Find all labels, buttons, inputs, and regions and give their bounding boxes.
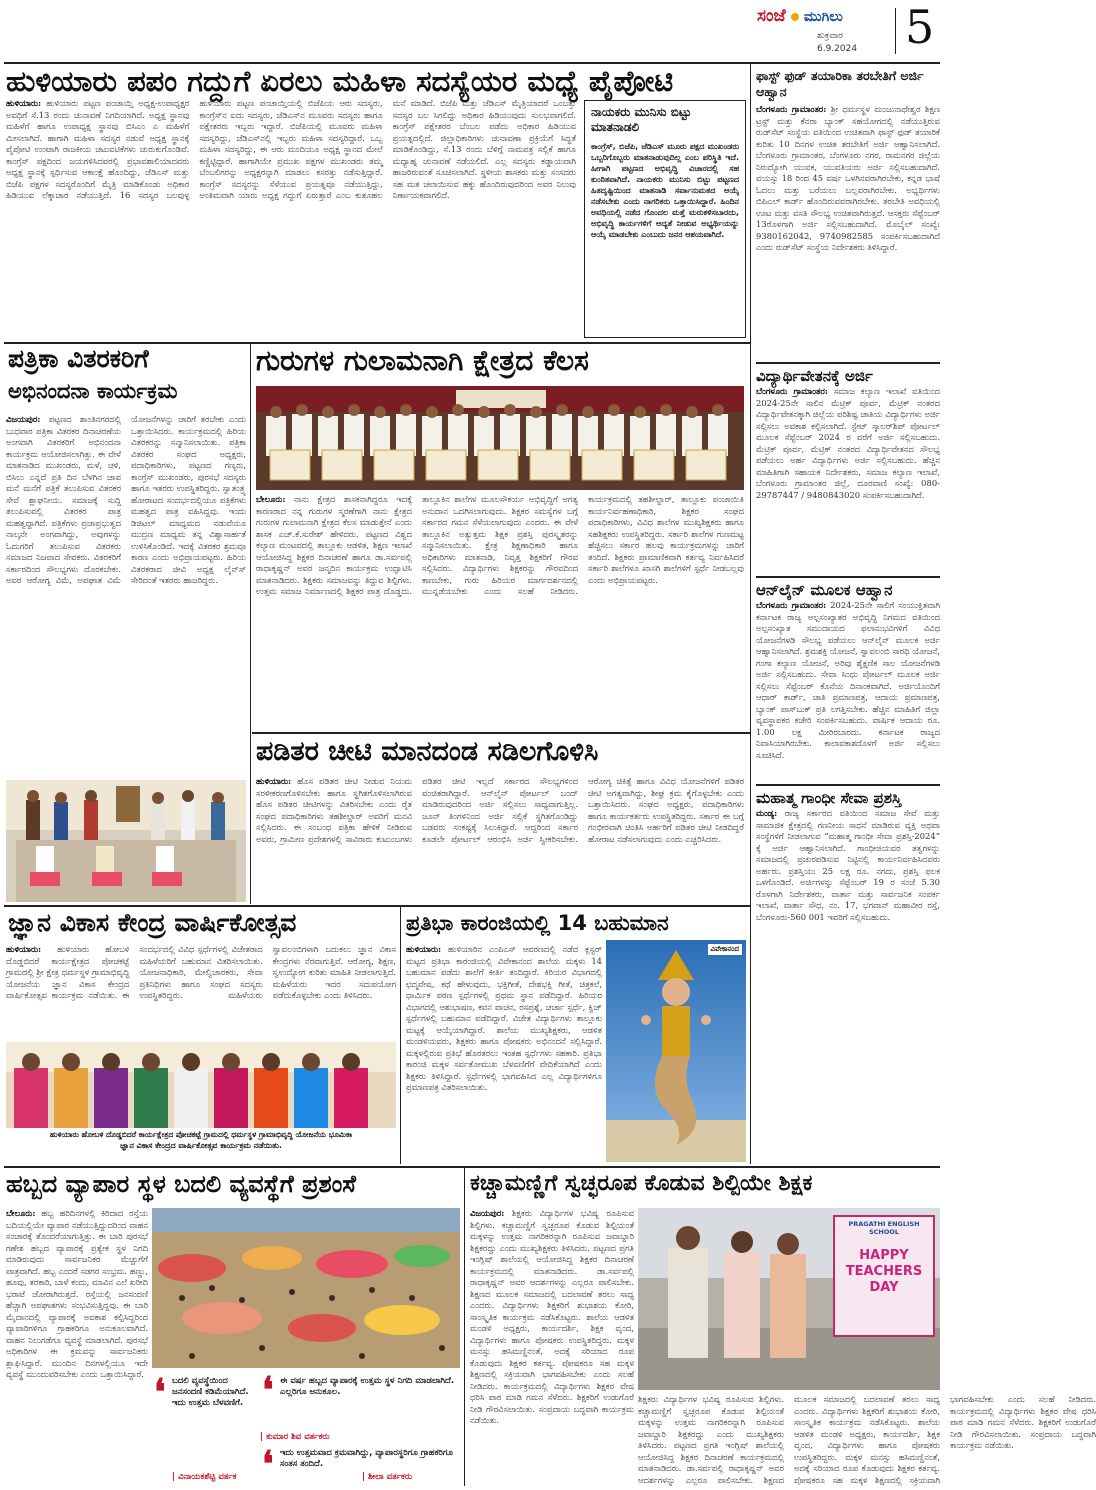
pratibha-text: ಹುಳಿಯಾರಿನ ಎಂಪಿಎಸ್ ಆವರಣದಲ್ಲಿ ನಡೆದ ಕ್ಲಸ್ಟರ್ ಮಟ್ಟದ ಪ್ರತಿಭಾ ಕಾರಂಜಿಯಲ್ಲಿ ವಿವೇಕಾನಂದ ಶಾಲೆಯ ಮಕ್ಕಳು 14 ಬಹುಮಾನ ಪಡೆದು ಶಾಲೆಗೆ ಕೀರ್ತಿ ತಂದಿದ್ದಾರೆ. ಕಿರಿಯರ ವಿಭಾಗದಲ್ಲಿ ಛದ್ಮವೇಷ, ಕಥೆ ಹೇಳುವುದು, ಭಕ್ತಿಗೀತೆ, ದೇಶಭಕ್ತಿ ಗೀತೆ, ಚಿತ್ರಕಲೆ, ಧಾರ್ಮಿಕ ಪಠಣ ಸ್ಪರ್ಧೆಗಳಲ್ಲಿ ಪ್ರಥಮ ಸ್ಥಾನ ಪಡೆದಿದ್ದಾರೆ. ಹಿರಿಯರ ವಿಭಾಗದಲ್ಲಿ ಆಶುಭಾಷಣ, ಕವನ ವಾಚನ, ರಸಪ್ರಶ್ನೆ, ಚರ್ಚಾ ಸ್ಪರ್ಧೆ, ಕ್ವಿಜ್ ಸ್ಪರ್ಧೆಗಳಲ್ಲಿ ಬಹುಮಾನ ಪಡೆದಿದ್ದಾರೆ. ವಿಜೇತ ವಿದ್ಯಾರ್ಥಿಗಳು ತಾಲ್ಲೂಕು ಮಟ್ಟಕ್ಕೆ ಆಯ್ಕೆಯಾಗಿದ್ದಾರೆ. ಶಾಲೆಯ ಮುಖ್ಯಶಿಕ್ಷಕರು, ಆಡಳಿತ ಮಂಡಳಿಯವರು, ಶಿಕ್ಷಕರು ಹಾಗೂ ಪೋಷಕರು ಅಭಿನಂದನೆ ಸಲ್ಲಿಸಿದ್ದಾರೆ. ಮಕ್ಕಳಲ್ಲಿರುವ ಪ್ರತಿಭೆ ಹೊರತರಲು ಇಂತಹ ಸ್ಪರ್ಧೆಗಳು ಸಹಕಾರಿ. ಪ್ರತಿಭಾ ಕಾರಂಜಿ ಮಕ್ಕಳ ಸರ್ವತೋಮುಖ ಬೆಳವಣಿಗೆಗೆ ವೇದಿಕೆಯಾಗಿದೆ ಎಂದು ಶಿಕ್ಷಕರು ತಿಳಿಸಿದ್ದಾರೆ. ಸ್ಪರ್ಧೆಗಳಲ್ಲಿ ಭಾಗವಹಿಸಿದ ಎಲ್ಲ ವಿದ್ಯಾರ್ಥಿಗಳಿಗೂ ಪ್ರಮಾಣಪತ್ರ ವಿತರಿಸಲಾಯಿತು.: [406, 944, 602, 1092]
rule-v-bottom: [464, 1168, 465, 1486]
rule-v-jnana: [400, 906, 401, 1164]
gandhi-dateline: ಮಂಡ್ಯ:: [756, 808, 778, 818]
distributors-headline: ಪತ್ರಿಕಾ ವಿತರಕರಿಗೆ: [8, 344, 149, 373]
shilpi-dateline: ವಿಜಯಪುರ:: [470, 1208, 505, 1218]
jnana-body: [6, 944, 396, 1038]
habbada-dateline: ಬೇಲೂರು:: [6, 1208, 36, 1218]
paditara-headline: ಪಡಿತರ ಚೀಟಿ ಮಾನದಂಡ ಸಡಿಲಗೊಳಿಸಿ: [256, 736, 599, 767]
logo-part2: ಮುಗಿಲು: [803, 9, 843, 25]
quote-1-by: | ಕುಮಾರ ಶಿವ ವರ್ತಕರು: [260, 1432, 330, 1442]
jnana-photo-image: [6, 1042, 396, 1128]
paditara-dateline: ಹುಳಿಯಾರು:: [256, 776, 292, 786]
pratibha-headline: ಪ್ರತಿಭಾ ಕಾರಂಜಿಯಲ್ಲಿ 14 ಬಹುಮಾನ: [406, 911, 669, 935]
pratibha-dateline: ಹುಳಿಯಾರು:: [406, 944, 442, 954]
huliyaru-box: [584, 100, 746, 338]
shilpi-body-cont: [638, 1394, 1096, 1486]
online-dateline: ಬೆಂಗಳೂರು ಗ್ರಾಮಾಂತರ:: [756, 600, 827, 610]
quote-mark-icon-2: ❛: [262, 1369, 274, 1411]
fastfood-dateline: ಬೆಂಗಳೂರು ಗ್ರಾಮಾಂತರ:: [756, 104, 827, 114]
scholarship-title: ವಿದ್ಯಾರ್ಥಿವೇತನಕ್ಕೆ ಅರ್ಜಿ: [756, 362, 940, 385]
fastfood-text: ಶ್ರೀ ಧರ್ಮಸ್ಥಳ ಮಂಜುನಾಥೇಶ್ವರ ಶಿಕ್ಷಣ ಟ್ರಸ್ಟ್ ಮತ್ತು ಕೆನರಾ ಬ್ಯಾಂಕ್ ಸಹಯೋಗದಲ್ಲಿ ನಡೆಯುತ್ತಿರುವ ರುಡ್‌ಸೆಟ್ ಸಂಸ್ಥೆಯ ವತಿಯಿಂದ ಉಚಿತವಾಗಿ ಫಾಸ್ಟ್ ಫುಡ್ ತಯಾರಿಕೆ ಕುರಿತು 10 ದಿನಗಳ ಉಚಿತ ತರಬೇತಿಗೆ ಅರ್ಜಿ ಆಹ್ವಾನಿಸಲಾಗಿದೆ. ಬೆಂಗಳೂರು ಗ್ರಾಮಾಂತರ, ಬೆಂಗಳೂರು ನಗರ, ರಾಮನಗರ ಜಿಲ್ಲೆಯ ನಿರುದ್ಯೋಗಿ ಯುವಕ, ಯುವತಿಯರು ಅರ್ಜಿ ಸಲ್ಲಿಸಬಹುದಾಗಿದೆ. ವಯಸ್ಸು 18 ರಿಂದ 45 ವರ್ಷ ಒಳಗಿನವರಾಗಿರಬೇಕು, ಕನ್ನಡ ಭಾಷೆ ಓದಲು ಮತ್ತು ಬರೆಯಲು ಬಲ್ಲವರಾಗಿರಬೇಕು. ಅಭ್ಯರ್ಥಿಗಳು ಬಿಪಿಎಲ್ ಕಾರ್ಡ್ ಹೊಂದಿರುವವರಾಗಿರಬೇಕು. ತರಬೇತಿ ಅವಧಿಯಲ್ಲಿ ಊಟ ಮತ್ತು ವಸತಿ ಸೌಲಭ್ಯ ಉಚಿತವಾಗಿರುತ್ತದೆ. ಆಸಕ್ತರು ಸೆಪ್ಟೆಂಬರ್ 13ರೊಳಗಾಗಿ ಅರ್ಜಿ ಸಲ್ಲಿಸಬಹುದಾಗಿದೆ.: [756, 104, 940, 229]
distributors-text: ಪಟ್ಟಣದ ಶಾಂತಿನಗರದಲ್ಲಿ ಬುಧವಾರ ಪತ್ರಿಕಾ ವಿತರಕರ ದಿನಾಚರಣೆಯ ಅಂಗವಾಗಿ ವಿತರಕರಿಗೆ ಅಭಿನಂದನಾ ಕಾರ್ಯಕ್ರಮ ಆಯೋಜಿಸಲಾಗಿತ್ತು. ಈ ವೇಳೆ ಮಾತನಾಡಿದ ಮುಖಂಡರು, ಮಳೆ, ಚಳಿ, ಬಿಸಿಲು ಎನ್ನದೆ ಪ್ರತಿ ದಿನ ಬೆಳಗಿನ ಜಾವ ಮನೆ ಮನೆಗೆ ಪತ್ರಿಕೆ ತಲುಪಿಸುವ ವಿತರಕರ ಸೇವೆ ಶ್ಲಾಘನೀಯ. ಸಮಾಜಕ್ಕೆ ಸುದ್ದಿ ತಲುಪಿಸುವಲ್ಲಿ ವಿತರಕರ ಪಾತ್ರ ಮಹತ್ವದ್ದಾಗಿದೆ. ಪತ್ರಿಕೆಗಳು ಪ್ರಜಾಪ್ರಭುತ್ವದ ನಾಲ್ಕನೇ ಅಂಗವಾಗಿದ್ದು, ಅವುಗಳನ್ನು ಓದುಗರಿಗೆ ತಲುಪಿಸುವ ವಿತರಕರು ಸಮಾಜದ ನಿಜವಾದ ಸೇವಕರು. ವಿತರಕರಿಗೆ ಸರ್ಕಾರದಿಂದ ಸೌಲಭ್ಯಗಳು ದೊರಕಬೇಕು. ಅವರ ಆರೋಗ್ಯ ವಿಮೆ, ಅಪಘಾತ ವಿಮೆ ಯೋಜನೆಗಳನ್ನು ಜಾರಿಗೆ ತರಬೇಕು ಎಂದು ಒತ್ತಾಯಿಸಿದರು. ಕಾರ್ಯಕ್ರಮದಲ್ಲಿ ಹಿರಿಯ ವಿತರಕರನ್ನು ಸನ್ಮಾನಿಸಲಾಯಿತು. ಪತ್ರಿಕಾ ವಿತರಕರ ಸಂಘದ ಅಧ್ಯಕ್ಷರು, ಪದಾಧಿಕಾರಿಗಳು, ಪಟ್ಟಣದ ಗಣ್ಯರು, ಕಾಂಗ್ರೆಸ್ ಮುಖಂಡರು, ಪುರಸಭೆ ಸದಸ್ಯರು ಹಾಗೂ ಇತರರು ಉಪಸ್ಥಿತರಿದ್ದರು. ಸ್ವಾತಂತ್ರ್ಯ ಹೋರಾಟದ ಸಂದರ್ಭದಲ್ಲಿಯೂ ಪತ್ರಿಕೆಗಳು ಮಹತ್ವದ ಪಾತ್ರ ವಹಿಸಿದ್ದವು. ಇಂದು ಡಿಜಿಟಲ್ ಮಾಧ್ಯಮದ ನಡುವೆಯೂ ಮುದ್ರಣ ಮಾಧ್ಯಮ ತನ್ನ ವಿಶ್ವಾಸಾರ್ಹತೆ ಉಳಿಸಿಕೊಂಡಿದೆ. ಇದಕ್ಕೆ ವಿತರಕರ ಶ್ರಮವೂ ಕಾರಣ ಎಂದು ಅಭಿಪ್ರಾಯಪಟ್ಟರು. ಹಿರಿಯ ವಿತರಕರಾದ ಜೀವಿ ಅಧ್ಯಕ್ಷ ಲೈನ್‌ಸ್ ಸೇರಿದಂತೆ ಇತರರು ಹಾಜರಿದ್ದರು.: [6, 414, 246, 585]
fastfood-contact: ಮೊಬೈಲ್ ಸಂಖ್ಯೆ: 9380162042, 9740982585 ಸಂಪರ್ಕಿಸಬಹುದಾಗಿದೆ ಎಂದು ರುಡ್‌ಸೆಟ್ ಸಂಸ್ಥೆಯ ನಿರ್ದೇಶಕರು ತಿಳಿಸಿದ್ದಾರೆ.: [756, 219, 940, 252]
pratibha-photo-badge: ವಿವೇಕಾನಂದ: [708, 944, 742, 955]
habbada-headline: ಹಬ್ಬದ ವ್ಯಾಪಾರ ಸ್ಥಳ ಬದಲಿ ವ್ಯವಸ್ಥೆಗೆ ಪ್ರಶಂಸೆ: [6, 1170, 357, 1198]
pratibha-photo-image: [606, 940, 746, 1162]
huliyaru-text: ಹುಳಿಯಾರು ಪಟ್ಟಣ ಪಂಚಾಯ್ತಿ ಅಧ್ಯಕ್ಷ-ಉಪಾಧ್ಯಕ್ಷರ ಅವಧಿಗೆ ಸೆ.13 ರಂದು ಚುನಾವಣೆ ನಿಗದಿಯಾಗಿದೆ. ಅಧ್ಯಕ್ಷ ಸ್ಥಾನವು ಮಹಿಳೆಗೆ ಹಾಗೂ ಉಪಾಧ್ಯಕ್ಷ ಸ್ಥಾನವು ಬಿಸಿಎಂ ಎ ಮಹಿಳೆಗೆ ಮೀಸಲಾಗಿದೆ. ಹಾಗಾಗಿ ಮಹಿಳಾ ಸದಸ್ಯರ ನಡುವೆ ಅಧ್ಯಕ್ಷ ಸ್ಥಾನಕ್ಕೆ ಪೈಪೋಟಿ ಉಂಟಾಗಿ ರಾಜಕೀಯ ಚಟುವಟಿಕೆಗಳು ಚುರುಕುಗೊಂಡಿವೆ. ಕಾಂಗ್ರೆಸ್ ಪಕ್ಷದಿಂದ ಜಯಗಳಿಸಿದವರಲ್ಲಿ ಪ್ರಭಾವಶಾಲಿಯಾದವರು ಅಧ್ಯಕ್ಷ ಸ್ಥಾನಕ್ಕೆ ಸ್ಪರ್ಧಿಸುವ ಆಕಾಂಕ್ಷೆ ಹೊಂದಿದ್ದು, ಜೆಡಿಎಸ್ ಮತ್ತು ಬಿಜೆಪಿ ಪಕ್ಷಗಳ ಸದಸ್ಯರೊಂದಿಗೆ ಮೈತ್ರಿ ಮಾಡಿಕೊಂಡು ಅಧಿಕಾರ ಹಿಡಿಯುವ ಲೆಕ್ಕಾಚಾರ ನಡೆಯುತ್ತಿದೆ. 16 ಸದಸ್ಯರ ಬಲವುಳ್ಳ ಹುಳಿಯಾರು ಪಟ್ಟಣ ಪಂಚಾಯ್ತಿಯಲ್ಲಿ ಬಿಜೆಪಿಯ ಆರು ಸದಸ್ಯರು, ಕಾಂಗ್ರೆಸ್‌ನ ಐದು ಸದಸ್ಯರು, ಜೆಡಿಎಸ್‌ನ ಮೂವರು ಸದಸ್ಯರು ಹಾಗೂ ಪಕ್ಷೇತರರು ಇಬ್ಬರು ಇದ್ದಾರೆ. ಬಿಜೆಪಿಯಲ್ಲಿ ಮೂವರು ಮಹಿಳಾ ಸದಸ್ಯರಿದ್ದು, ಜೆಡಿಎಸ್‌ನಲ್ಲಿ ಇಬ್ಬರು ಮಹಿಳಾ ಸದಸ್ಯರಿದ್ದಾರೆ. ಒಬ್ಬ ಮಹಿಳಾ ಸದಸ್ಯರಿದ್ದು, ಈ ಆರು ಮಂದಿಯೂ ಅಧ್ಯಕ್ಷ ಸ್ಥಾನದ ಮೇಲೆ ಕಣ್ಣಿಟ್ಟಿದ್ದಾರೆ. ಹಾಗಾಗಿಯೇ ಪ್ರಮುಖ ಪಕ್ಷಗಳ ಮುಖಂಡರು ತಮ್ಮ ಬೆಂಬಲಿಗರನ್ನು ಅಧ್ಯಕ್ಷರನ್ನಾಗಿ ಮಾಡಲು ಕಸರತ್ತು ನಡೆಸುತ್ತಿದ್ದಾರೆ. ಕಾಂಗ್ರೆಸ್ ಸದಸ್ಯರನ್ನು ಸೆಳೆಯುವ ಪ್ರಯತ್ನವೂ ನಡೆಯುತ್ತಿದ್ದು, ಅಂತಿಮವಾಗಿ ಯಾರು ಅಧ್ಯಕ್ಷ ಗದ್ದುಗೆ ಏರುತ್ತಾರೆ ಎಂಬ ಕುತೂಹಲ ಮನೆ ಮಾಡಿದೆ. ಬಿಜೆಪಿ ಮತ್ತು ಜೆಡಿಎಸ್ ಮೈತ್ರಿಯಾದರೆ ಒಂಬತ್ತು ಸದಸ್ಯರ ಬಲ ಸಿಗಲಿದ್ದು ಅಧಿಕಾರ ಹಿಡಿಯುವುದು ಸುಲಭವಾಗಲಿದೆ. ಕಾಂಗ್ರೆಸ್ ಪಕ್ಷೇತರರ ಬೆಂಬಲ ಪಡೆದು ಅಧಿಕಾರ ಹಿಡಿಯುವ ಪ್ರಯತ್ನದಲ್ಲಿದೆ. ಜಿಲ್ಲಾಧಿಕಾರಿಗಳು ಚುನಾವಣಾ ಪ್ರಕ್ರಿಯೆಗೆ ಸಿದ್ಧತೆ ಮಾಡಿಕೊಂಡಿದ್ದು, ಸೆ.13 ರಂದು ಬೆಳಿಗ್ಗೆ ನಾಮಪತ್ರ ಸಲ್ಲಿಕೆ ಹಾಗೂ ಮಧ್ಯಾಹ್ನ ಚುನಾವಣೆ ನಡೆಯಲಿದೆ. ಎಲ್ಲ ಸದಸ್ಯರು ಕಡ್ಡಾಯವಾಗಿ ಹಾಜರಿರುವಂತೆ ಸೂಚಿಸಲಾಗಿದೆ. ಸ್ಥಳೀಯ ಶಾಸಕರು ಮತ್ತು ಸಂಸದರು ಸಹ ಮತ ಚಲಾಯಿಸುವ ಹಕ್ಕು ಹೊಂದಿರುವುದರಿಂದ ಅವರ ನಿಲುವು ನಿರ್ಣಾಯಕವಾಗಲಿದೆ.: [6, 98, 576, 200]
shilpi-body: [470, 1208, 634, 1486]
shilpi-photo: [638, 1208, 940, 1390]
scholarship-text: ಸಮಾಜ ಕಲ್ಯಾಣ ಇಲಾಖೆ ವತಿಯಿಂದ 2024-25ನೇ ಸಾಲಿನ ಮೆಟ್ರಿಕ್ ಪೂರ್ವ, ಮೆಟ್ರಿಕ್ ನಂತರದ ವಿದ್ಯಾರ್ಥಿವೇತನಕ್ಕಾಗಿ ಜಿಲ್ಲೆಯ ಪರಿಶಿಷ್ಟ ಜಾತಿಯ ವಿದ್ಯಾರ್ಥಿಗಳು ಅರ್ಜಿ ಸಲ್ಲಿಸಲು ಅವಕಾಶ ಕಲ್ಪಿಸಲಾಗಿದೆ. ಸ್ಟೇಟ್ ಸ್ಕಾಲರ್‌ಶಿಪ್ ಪೋರ್ಟಲ್ ಮೂಲಕ ಸೆಪ್ಟೆಂಬರ್ 2024 ರ ವರೆಗೆ ಅರ್ಜಿ ಸಲ್ಲಿಸಬಹುದು. ಮೆಟ್ರಿಕ್ ಪೂರ್ವ, ಮೆಟ್ರಿಕ್ ನಂತರದ ವಿದ್ಯಾರ್ಥಿವೇತನದ ಸೌಲಭ್ಯ ಪಡೆಯಲು ಅರ್ಹ ವಿದ್ಯಾರ್ಥಿಗಳು ಅರ್ಜಿ ಸಲ್ಲಿಸಬಹುದು. ಹೆಚ್ಚಿನ ಮಾಹಿತಿಗಾಗಿ ಸಹಾಯಕ ನಿರ್ದೇಶಕರು, ಸಮಾಜ ಕಲ್ಯಾಣ ಇಲಾಖೆ, ಬೆಂಗಳೂರು ಗ್ರಾಮಾಂತರ ಜಿಲ್ಲೆ, ದೂರವಾಣಿ ಸಂಖ್ಯೆ: 080-29787447 / 9480843020 ಸಂಪರ್ಕಿಸಬಹುದಾಗಿದೆ.: [756, 386, 940, 500]
gurugalu-headline: ಗುರುಗಳ ಗುಲಾಮನಾಗಿ ಕ್ಷೇತ್ರದ ಕೆಲಸ: [256, 344, 589, 377]
habbada-text: ಹಬ್ಬ ಹರಿದಿನಗಳಲ್ಲಿ ಕಿರಿದಾದ ರಸ್ತೆಯ ಬದಿಯಲ್ಲಿಯೇ ವ್ಯಾಪಾರ ನಡೆಯುತ್ತಿದ್ದುದರಿಂದ ವಾಹನ ಸಂಚಾರಕ್ಕೆ ತೊಂದರೆಯಾಗುತ್ತಿತ್ತು. ಈ ಬಾರಿ ಪುರಸಭೆ ಗಣೇಶ ಹಬ್ಬದ ವ್ಯಾಪಾರಕ್ಕೆ ಪ್ರತ್ಯೇಕ ಸ್ಥಳ ನಿಗದಿ ಮಾಡಿರುವುದು ಸಾರ್ವಜನಿಕರ ಮೆಚ್ಚುಗೆಗೆ ಪಾತ್ರವಾಗಿದೆ. ಹಬ್ಬ ಎಂದರೆ ಸಡಗರ ಸಂಭ್ರಮ. ಹಣ್ಣು, ಹೂವು, ತರಕಾರಿ, ಬಾಳೆ ಕಂದು, ಮಾವಿನ ಎಲೆ ಖರೀದಿ ಭರಾಟೆ ಜೋರಾಗಿರುತ್ತದೆ. ರಸ್ತೆಯಲ್ಲಿ ಜನಸಂದಣಿ ಹೆಚ್ಚಾಗಿ ಅಪಘಾತಗಳು ಸಂಭವಿಸುತ್ತಿದ್ದವು. ಈ ಬಾರಿ ಮೈದಾನದಲ್ಲಿ ವ್ಯಾಪಾರಕ್ಕೆ ಅವಕಾಶ ಕಲ್ಪಿಸಿದ್ದರಿಂದ ವ್ಯಾಪಾರಿಗಳಿಗೂ ಗ್ರಾಹಕರಿಗೂ ಅನುಕೂಲವಾಗಿದೆ. ವಾಹನ ನಿಲುಗಡೆಗೂ ವ್ಯವಸ್ಥೆ ಮಾಡಲಾಗಿದೆ. ಪುರಸಭೆ ಅಧಿಕಾರಿಗಳ ಈ ಕ್ರಮವನ್ನು ಸಾರ್ವಜನಿಕರು ಶ್ಲಾಘಿಸಿದ್ದಾರೆ. ಮುಂದಿನ ದಿನಗಳಲ್ಲಿಯೂ ಇದೇ ವ್ಯವಸ್ಥೆ ಮುಂದುವರಿಸಬೇಕು ಎಂದು ಒತ್ತಾಯಿಸಿದ್ದಾರೆ.: [6, 1208, 148, 1379]
gurugalu-text: ನಾನು ಕ್ಷೇತ್ರದ ಶಾಸಕನಾಗಿದ್ದರೂ ಇದಕ್ಕೆ ಕಾರಣರಾದ ನನ್ನ ಗುರುಗಳ ಸ್ಮರಣೆಗಾಗಿ ನಾನು ಕ್ಷೇತ್ರದ ಗುರುಗಳ ಗುಲಾಮನಾಗಿ ಕ್ಷೇತ್ರದ ಕೆಲಸ ಮಾಡುತ್ತೇನೆ ಎಂದು ಶಾಸಕ ಎಚ್.ಕೆ.ಸುರೇಶ್ ಹೇಳಿದರು. ಪಟ್ಟಣದ ವಿಶ್ವದ ಕಲ್ಯಾಣ ಮಂಟಪದಲ್ಲಿ ತಾಲ್ಲೂಕು ಆಡಳಿತ, ಶಿಕ್ಷಣ ಇಲಾಖೆ ಆಯೋಜಿಸಿದ್ದ ಶಿಕ್ಷಕರ ದಿನಾಚರಣೆ ಹಾಗೂ ಡಾ.ಸರ್ವಪಲ್ಲಿ ರಾಧಾಕೃಷ್ಣನ್ ಅವರ ಜನ್ಮದಿನ ಕಾರ್ಯಕ್ರಮ ಉದ್ಘಾಟಿಸಿ ಮಾತನಾಡಿದರು. ಶಿಕ್ಷಕರು ಸಮಾಜವನ್ನು ತಿದ್ದುವ ಶಿಲ್ಪಿಗಳು. ಉತ್ತಮ ಸಮಾಜ ನಿರ್ಮಾಣದಲ್ಲಿ ಶಿಕ್ಷಕರ ಪಾತ್ರ ದೊಡ್ಡದು. ತಾಲ್ಲೂಕಿನ ಶಾಲೆಗಳ ಮೂಲಸೌಕರ್ಯ ಅಭಿವೃದ್ಧಿಗೆ ಅಗತ್ಯ ಅನುದಾನ ಒದಗಿಸಲಾಗುವುದು. ಶಿಕ್ಷಕರ ಸಮಸ್ಯೆಗಳ ಬಗ್ಗೆ ಸರ್ಕಾರದ ಗಮನ ಸೆಳೆಯಲಾಗುವುದು ಎಂದರು. ಈ ವೇಳೆ ತಾಲ್ಲೂಕಿನ ಅತ್ಯುತ್ತಮ ಶಿಕ್ಷಕ ಪ್ರಶಸ್ತಿ ಪುರಸ್ಕೃತರನ್ನು ಸನ್ಮಾನಿಸಲಾಯಿತು. ಕ್ಷೇತ್ರ ಶಿಕ್ಷಣಾಧಿಕಾರಿ ಹಾಗೂ ಅಧಿಕಾರಿಗಳು ಮಾತನಾಡಿ, ನಿವೃತ್ತ ಶಿಕ್ಷಕರಿಗೆ ಗೌರವ ಸಲ್ಲಿಸಿದರು. ವಿದ್ಯಾರ್ಥಿಗಳು ಶಿಕ್ಷಕರನ್ನು ಗೌರವದಿಂದ ಕಾಣಬೇಕು, ಗುರು ಹಿರಿಯರ ಮಾರ್ಗದರ್ಶನದಲ್ಲಿ ಮುನ್ನಡೆಯಬೇಕು ಎಂದು ಸಲಹೆ ನೀಡಿದರು. ಕಾರ್ಯಕ್ರಮದಲ್ಲಿ ತಹಶೀಲ್ದಾರ್, ತಾಲ್ಲೂಕು ಪಂಚಾಯಿತಿ ಕಾರ್ಯನಿರ್ವಹಣಾಧಿಕಾರಿ, ಶಿಕ್ಷಕರ ಸಂಘದ ಪದಾಧಿಕಾರಿಗಳು, ವಿವಿಧ ಶಾಲೆಗಳ ಮುಖ್ಯಶಿಕ್ಷಕರು ಹಾಗೂ ಸಹಶಿಕ್ಷಕರು ಉಪಸ್ಥಿತರಿದ್ದರು. ಸರ್ಕಾರಿ ಶಾಲೆಗಳ ಗುಣಮಟ್ಟ ಹೆಚ್ಚಿಸಲು ಸರ್ಕಾರ ಹಲವು ಕಾರ್ಯಕ್ರಮಗಳನ್ನು ಜಾರಿಗೆ ತಂದಿದೆ. ಶಿಕ್ಷಕರು ಪ್ರಾಮಾಣಿಕವಾಗಿ ಕರ್ತವ್ಯ ನಿರ್ವಹಿಸಿದರೆ ಸರ್ಕಾರಿ ಶಾಲೆಗಳೂ ಖಾಸಗಿ ಶಾಲೆಗಳಿಗೆ ಸ್ಪರ್ಧೆ ನೀಡಬಲ್ಲವು ಎಂದು ಅಭಿಪ್ರಾಯಪಟ್ಟರು.: [256, 494, 744, 596]
online-title: ಆನ್‌ಲೈನ್ ಮೂಲಕ ಆಹ್ವಾನ: [756, 576, 940, 599]
gurugalu-photo-image: [256, 386, 744, 490]
gandhi-title: ಮಹಾತ್ಮ ಗಾಂಧೀ ಸೇವಾ ಪ್ರಶಸ್ತಿ: [756, 784, 940, 807]
quote-mark-icon-1: ❛: [154, 1371, 166, 1413]
habbada-quotes: [152, 1369, 460, 1486]
masthead-logo: [757, 6, 895, 30]
teachers-day-banner-text: HAPPY TEACHERS DAY: [845, 1248, 923, 1295]
jnana-caption-1: ಹುಳಿಯಾರು ಹೋಬಳಿ ದೊಡ್ಡಬಿದರೆ ಕಾರ್ಯಕ್ಷೇತ್ರದ ಪೋಚಕಟ್ಟೆ ಗ್ರಾಮದಲ್ಲಿ ಧರ್ಮಸ್ಥಳ ಗ್ರಾಮಾಭಿವೃದ್ಧಿ ಯೋಜನೆಯ ಭೂಮಿಕಾ: [49, 1130, 353, 1139]
habbada-photo-image: [152, 1208, 460, 1368]
gandhi-body: [756, 808, 940, 1154]
page-number: 5: [905, 0, 935, 54]
online-body: [756, 600, 940, 780]
jnana-dateline: ಹುಳಿಯಾರು:: [6, 944, 42, 954]
masthead-divider: [895, 8, 896, 54]
jnana-text: ಹುಳಿಯಾರು ಹೋಬಳಿ ದೊಡ್ಡಬಿದರೆ ಕಾರ್ಯಕ್ಷೇತ್ರದ ಪೋಚಕಟ್ಟೆ ಗ್ರಾಮದಲ್ಲಿ ಶ್ರೀ ಕ್ಷೇತ್ರ ಧರ್ಮಸ್ಥಳ ಗ್ರಾಮಾಭಿವೃದ್ಧಿ ಯೋಜನೆಯ ಜ್ಞಾನ ವಿಕಾಸ ಕೇಂದ್ರದ ವಾರ್ಷಿಕೋತ್ಸವ ಕಾರ್ಯಕ್ರಮ ನಡೆಯಿತು. ಈ ಸಂದರ್ಭದಲ್ಲಿ ವಿವಿಧ ಸ್ಪರ್ಧೆಗಳಲ್ಲಿ ವಿಜೇತರಾದ ಮಹಿಳೆಯರಿಗೆ ಬಹುಮಾನ ವಿತರಿಸಲಾಯಿತು. ಯೋಜನಾಧಿಕಾರಿ, ಮೇಲ್ವಿಚಾರಕರು, ಸೇವಾ ಪ್ರತಿನಿಧಿಗಳು ಹಾಗೂ ಸಂಘದ ಸದಸ್ಯರು ಉಪಸ್ಥಿತರಿದ್ದರು. ಮಹಿಳೆಯರು ಸ್ವಾವಲಂಬಿಗಳಾಗಿ ಬದುಕಲು ಜ್ಞಾನ ವಿಕಾಸ ಕೇಂದ್ರಗಳು ನೆರವಾಗುತ್ತಿವೆ. ಆರೋಗ್ಯ, ಶಿಕ್ಷಣ, ಸ್ವಉದ್ಯೋಗ ಕುರಿತು ಮಾಹಿತಿ ನೀಡಲಾಗುತ್ತಿದೆ. ಮಹಿಳೆಯರು ಇದರ ಸದುಪಯೋಗ ಪಡೆದುಕೊಳ್ಳಬೇಕು ಎಂದು ತಿಳಿಸಿದರು.: [6, 944, 396, 1000]
rule-before-bottom: [4, 1166, 940, 1168]
shilpi-text-cont: ಶಿಕ್ಷಕರು ವಿದ್ಯಾರ್ಥಿಗಳ ಭವಿಷ್ಯ ರೂಪಿಸುವ ಶಿಲ್ಪಿಗಳು. ಕಚ್ಚಾಮಣ್ಣಿಗೆ ಸ್ವಚ್ಛರೂಪ ಕೊಡುವ ಶಿಲ್ಪಿಯಂತೆ ಮಕ್ಕಳನ್ನು ಉತ್ತಮ ನಾಗರಿಕರನ್ನಾಗಿ ರೂಪಿಸುವ ಜವಾಬ್ದಾರಿ ಶಿಕ್ಷಕರದ್ದು ಎಂದು ಮುಖ್ಯಶಿಕ್ಷಕರು ತಿಳಿಸಿದರು. ಪಟ್ಟಣದ ಪ್ರಗತಿ ಇಂಗ್ಲಿಷ್ ಶಾಲೆಯಲ್ಲಿ ಆಯೋಜಿಸಿದ್ದ ಶಿಕ್ಷಕರ ದಿನಾಚರಣೆ ಕಾರ್ಯಕ್ರಮದಲ್ಲಿ ಮಾತನಾಡಿದರು. ಡಾ.ಸರ್ವಪಲ್ಲಿ ರಾಧಾಕೃಷ್ಣನ್ ಅವರ ಆದರ್ಶಗಳನ್ನು ಎಲ್ಲರೂ ಪಾಲಿಸಬೇಕು. ಶಿಕ್ಷಣದ ಮೂಲಕ ಸಮಾಜದಲ್ಲಿ ಬದಲಾವಣೆ ತರಲು ಸಾಧ್ಯ ಎಂದರು. ವಿದ್ಯಾರ್ಥಿಗಳು ಶಿಕ್ಷಕರಿಗೆ ಶುಭಾಶಯ ಕೋರಿ, ಸಾಂಸ್ಕೃತಿಕ ಕಾರ್ಯಕ್ರಮ ನಡೆಸಿಕೊಟ್ಟರು. ಶಾಲೆಯ ಆಡಳಿತ ಮಂಡಳಿ ಅಧ್ಯಕ್ಷರು, ಕಾರ್ಯದರ್ಶಿ, ಶಿಕ್ಷಕ ವೃಂದ, ವಿದ್ಯಾರ್ಥಿಗಳು ಹಾಗೂ ಪೋಷಕರು ಉಪಸ್ಥಿತರಿದ್ದರು. ಮಕ್ಕಳ ಮನಸ್ಸು ಹಸಿಮಣ್ಣಿನಂತೆ, ಅದಕ್ಕೆ ಸರಿಯಾದ ರೂಪ ಕೊಡುವುದು ಶಿಕ್ಷಕರ ಕರ್ತವ್ಯ. ಪೋಷಕರೂ ಸಹ ಮಕ್ಕಳ ಶಿಕ್ಷಣದಲ್ಲಿ ಸಕ್ರಿಯವಾಗಿ ಭಾಗವಹಿಸಬೇಕು ಎಂದು ಸಲಹೆ ನೀಡಿದರು. ಕಾರ್ಯಕ್ರಮದಲ್ಲಿ ವಿದ್ಯಾರ್ಥಿಗಳು ಶಿಕ್ಷಕರ ವೇಷ ಧರಿಸಿ ಪಾಠ ಮಾಡಿ ಗಮನ ಸೆಳೆದರು. ಶಿಕ್ಷಕರಿಗೆ ಉಡುಗೊರೆ ನೀಡಿ ಗೌರವಿಸಲಾಯಿತು. ಸಂಪ್ರದಾಯ ಬದ್ಧವಾಗಿ ಕಾರ್ಯಕ್ರಮ ನಡೆಯಿತು.: [638, 1394, 1096, 1485]
fastfood-title: ಫಾಸ್ಟ್ ಫುಡ್ ತಯಾರಿಕಾ ತರಬೇತಿಗೆ ಅರ್ಜಿ ಆಹ್ವಾನ: [756, 68, 924, 99]
shilpi-headline: ಕಚ್ಚಾಮಣ್ಣಿಗೆ ಸ್ವಚ್ಛರೂಪ ಕೊಡುವ ಶಿಲ್ಪಿಯೇ ಶಿಕ್ಷಕ: [470, 1171, 813, 1196]
habbada-body: [6, 1208, 148, 1486]
pratibha-photo: [606, 940, 746, 1162]
logo-sun-icon: [791, 13, 799, 21]
huliyaru-box-body: ಕಾಂಗ್ರೆಸ್, ಬಿಜೆಪಿ, ಜೆಡಿಎಸ್ ಮೂರು ಪಕ್ಷದ ಮುಖಂಡರು ಒಬ್ಬರಿಗೊಬ್ಬರು ಮಾತನಾಡುವುದಿಲ್ಲ ಎಂಬ ಪರಿಸ್ಥಿತಿ ಇದೆ. ಹೀಗಾಗಿ ಪಟ್ಟಣದ ಅಭಿವೃದ್ಧಿ ವಿಚಾರದಲ್ಲಿ ಸಹ ಕುಂಠಿತವಾಗಿದೆ. ನಾಯಕರು ಮುನಿಸು ಬಿಟ್ಟು ಪಟ್ಟಣದ ಹಿತದೃಷ್ಟಿಯಿಂದ ಮಾತನಾಡಿ ಸರ್ವಾನುಮತದ ಆಯ್ಕೆ ನಡೆಸಬೇಕು ಎಂದು ನಾಗರಿಕರು ಒತ್ತಾಯಿಸಿದ್ದಾರೆ. ಹಿಂದಿನ ಅವಧಿಯಲ್ಲಿ ನಡೆದ ಗೊಂದಲ ಮತ್ತೆ ಮರುಕಳಿಸಬಾರದು, ಅಭಿವೃದ್ಧಿ ಕಾರ್ಯಗಳಿಗೆ ಆದ್ಯತೆ ನೀಡುವ ಅಭ್ಯರ್ಥಿಯನ್ನು ಆಯ್ಕೆ ಮಾಡಬೇಕು ಎಂಬುದು ಜನರ ಆಶಯವಾಗಿದೆ.: [591, 142, 739, 239]
scholarship-dateline: ಬೆಂಗಳೂರು ಗ್ರಾಮಾಂತರ:: [756, 386, 828, 396]
distributors-dateline: ವಿಜಯಪುರ:: [6, 414, 41, 424]
masthead-date: 6.9.2024: [817, 44, 858, 54]
sidebar: [756, 64, 940, 1164]
rule-v-distributors: [250, 344, 251, 904]
jnana-photo: [6, 1042, 396, 1128]
quote-2-by: | ವಿನಾಯಕಶೆಟ್ಟಿ ವರ್ತಕ: [172, 1472, 237, 1482]
masthead-weekday: ಶುಕ್ರವಾರ: [817, 31, 843, 41]
huliyaru-body: [6, 98, 576, 338]
logo-part1: ಸಂಜೆ: [757, 6, 786, 26]
huliyaru-dateline: ಹುಳಿಯಾರು:: [6, 98, 42, 108]
gurugalu-photo: [256, 386, 744, 490]
gurugalu-dateline: ಬೇಲೂರು:: [256, 494, 286, 504]
shilpi-text: ಶಿಕ್ಷಕರು ವಿದ್ಯಾರ್ಥಿಗಳ ಭವಿಷ್ಯ ರೂಪಿಸುವ ಶಿಲ್ಪಿಗಳು. ಕಚ್ಚಾಮಣ್ಣಿಗೆ ಸ್ವಚ್ಛರೂಪ ಕೊಡುವ ಶಿಲ್ಪಿಯಂತೆ ಮಕ್ಕಳನ್ನು ಉತ್ತಮ ನಾಗರಿಕರನ್ನಾಗಿ ರೂಪಿಸುವ ಜವಾಬ್ದಾರಿ ಶಿಕ್ಷಕರದ್ದು ಎಂದು ಮುಖ್ಯಶಿಕ್ಷಕರು ತಿಳಿಸಿದರು. ಪಟ್ಟಣದ ಪ್ರಗತಿ ಇಂಗ್ಲಿಷ್ ಶಾಲೆಯಲ್ಲಿ ಆಯೋಜಿಸಿದ್ದ ಶಿಕ್ಷಕರ ದಿನಾಚರಣೆ ಕಾರ್ಯಕ್ರಮದಲ್ಲಿ ಮಾತನಾಡಿದರು. ಡಾ.ಸರ್ವಪಲ್ಲಿ ರಾಧಾಕೃಷ್ಣನ್ ಅವರ ಆದರ್ಶಗಳನ್ನು ಎಲ್ಲರೂ ಪಾಲಿಸಬೇಕು. ಶಿಕ್ಷಣದ ಮೂಲಕ ಸಮಾಜದಲ್ಲಿ ಬದಲಾವಣೆ ತರಲು ಸಾಧ್ಯ ಎಂದರು. ವಿದ್ಯಾರ್ಥಿಗಳು ಶಿಕ್ಷಕರಿಗೆ ಶುಭಾಶಯ ಕೋರಿ, ಸಾಂಸ್ಕೃತಿಕ ಕಾರ್ಯಕ್ರಮ ನಡೆಸಿಕೊಟ್ಟರು. ಶಾಲೆಯ ಆಡಳಿತ ಮಂಡಳಿ ಅಧ್ಯಕ್ಷರು, ಕಾರ್ಯದರ್ಶಿ, ಶಿಕ್ಷಕ ವೃಂದ, ವಿದ್ಯಾರ್ಥಿಗಳು ಹಾಗೂ ಪೋಷಕರು ಉಪಸ್ಥಿತರಿದ್ದರು. ಮಕ್ಕಳ ಮನಸ್ಸು ಹಸಿಮಣ್ಣಿನಂತೆ, ಅದಕ್ಕೆ ಸರಿಯಾದ ರೂಪ ಕೊಡುವುದು ಶಿಕ್ಷಕರ ಕರ್ತವ್ಯ. ಪೋಷಕರೂ ಸಹ ಮಕ್ಕಳ ಶಿಕ್ಷಣದಲ್ಲಿ ಸಕ್ರಿಯವಾಗಿ ಭಾಗವಹಿಸಬೇಕು ಎಂದು ಸಲಹೆ ನೀಡಿದರು. ಕಾರ್ಯಕ್ರಮದಲ್ಲಿ ವಿದ್ಯಾರ್ಥಿಗಳು ಶಿಕ್ಷಕರ ವೇಷ ಧರಿಸಿ ಪಾಠ ಮಾಡಿ ಗಮನ ಸೆಳೆದರು. ಶಿಕ್ಷಕರಿಗೆ ಉಡುಗೊರೆ ನೀಡಿ ಗೌರವಿಸಲಾಯಿತು. ಸಂಪ್ರದಾಯ ಬದ್ಧವಾಗಿ ಕಾರ್ಯಕ್ರಮ ನಡೆಯಿತು.: [470, 1208, 634, 1425]
huliyaru-headline: ಹುಳಿಯಾರು ಪಪಂ ಗದ್ದುಗೆ ಏರಲು ಮಹಿಳಾ ಸದಸ್ಯೆಯರ ಮಧ್ಯೆ ಪೈಪೋಟಿ: [6, 64, 674, 98]
masthead: [755, 0, 940, 60]
distributors-photo: [6, 780, 246, 902]
distributors-body: [6, 414, 246, 776]
quote-mark-icon-3: ❛: [262, 1443, 274, 1485]
quote-2-text: ಈ ವರ್ಷ ಹಬ್ಬದ ವ್ಯಾಪಾರಕ್ಕೆ ಉತ್ತಮ ಸ್ಥಳ ನಿಗದಿ ಮಾಡಲಾಗಿದೆ. ಎಲ್ಲರಿಗೂ ಅನುಕೂಲ.: [280, 1376, 455, 1397]
distributors-headline2: ಅಭಿನಂದನಾ ಕಾರ್ಯಕ್ರಮ: [8, 379, 178, 403]
gurugalu-body: [256, 494, 744, 728]
scholarship-body: [756, 386, 940, 571]
sidebar-divider: [750, 64, 751, 1164]
rule-after-middle: [4, 905, 750, 907]
paditara-body: [256, 776, 744, 900]
huliyaru-box-title: ನಾಯಕರು ಮುನಿಸು ಬಿಟ್ಟು ಮಾತನಾಡಲಿ: [591, 105, 692, 134]
online-text: 2024-25ನೇ ಸಾಲಿಗೆ ಸಂಯುಕ್ತಿತವಾಗಿ ಕರ್ನಾಟಕ ರಾಜ್ಯ ಅಲ್ಪಸಂಖ್ಯಾತರ ಅಭಿವೃದ್ಧಿ ನಿಗಮದ ವತಿಯಿಂದ ಅಲ್ಪಸಂಖ್ಯಾತ ಸಮುದಾಯದ ಫಲಾನುಭವಿಗಳಿಗೆ ವಿವಿಧ ಯೋಜನೆಗಳಡಿ ಸೌಲಭ್ಯ ಪಡೆಯಲು ಆನ್‌ಲೈನ್ ಮೂಲಕ ಅರ್ಜಿ ಆಹ್ವಾನಿಸಲಾಗಿದೆ. ಶ್ರಮಶಕ್ತಿ ಯೋಜನೆ, ಸ್ವಾವಲಂಬಿ ಸಾರಥಿ ಯೋಜನೆ, ಗಂಗಾ ಕಲ್ಯಾಣ ಯೋಜನೆ, ಅರಿವು ಶೈಕ್ಷಣಿಕ ಸಾಲ ಯೋಜನೆಗಳಡಿ ಅರ್ಜಿ ಸಲ್ಲಿಸಬಹುದು. ಸೇವಾ ಸಿಂಧು ಪೋರ್ಟಲ್ ಮೂಲಕ ಅರ್ಜಿ ಸಲ್ಲಿಸಲು ಸೆಪ್ಟೆಂಬರ್ ಕೊನೆಯ ದಿನಾಂಕವಾಗಿದೆ. ಅರ್ಜಿಯೊಂದಿಗೆ ಆಧಾರ್ ಕಾರ್ಡ್, ಜಾತಿ ಪ್ರಮಾಣಪತ್ರ, ಆದಾಯ ಪ್ರಮಾಣಪತ್ರ, ಬ್ಯಾಂಕ್ ಪಾಸ್‌ಬುಕ್ ಪ್ರತಿ ಲಗತ್ತಿಸಬೇಕು. ಹೆಚ್ಚಿನ ಮಾಹಿತಿಗೆ ಜಿಲ್ಲಾ ವ್ಯವಸ್ಥಾಪಕರ ಕಚೇರಿ ಸಂಪರ್ಕಿಸಬಹುದು. ವಾರ್ಷಿಕ ಆದಾಯ ರೂ. 1.00 ಲಕ್ಷ ಮೀರಿರಬಾರದು. ಕರ್ನಾಟಕ ರಾಜ್ಯದ ನಿವಾಸಿಯಾಗಿರಬೇಕು. ಕಾಲಾವಕಾಶದೊಳಗೆ ಅರ್ಜಿ ಸಲ್ಲಿಸಲು ಸೂಚಿಸಿದೆ.: [756, 600, 940, 760]
fastfood-body: [756, 104, 940, 334]
teachers-day-banner-school: PRAGATHI ENGLISH SCHOOL: [848, 1220, 920, 1236]
paditara-text: ಹೊಸ ಪಡಿತರ ಚೀಟಿ ನೀಡುವ ನಿಯಮ ಸರಳೀಕರಣಗೊಳಿಸಬೇಕು ಹಾಗೂ ಸ್ಥಗಿತಗೊಳಿಸಲಾಗಿರುವ ಹೊಸ ಪಡಿತರ ಚೀಟಿಗಳನ್ನು ವಿತರಿಸಬೇಕು ಎಂದು ರೈತ ಸಂಘದ ಪದಾಧಿಕಾರಿಗಳು ತಹಶೀಲ್ದಾರ್ ಅವರಿಗೆ ಮನವಿ ಸಲ್ಲಿಸಿದರು. ಈ ಸಂಬಂಧ ಪತ್ರಿಕಾ ಹೇಳಿಕೆ ನೀಡಿರುವ ಅವರು, ಗ್ರಾಮೀಣ ಪ್ರದೇಶಗಳಲ್ಲಿ ಸಾವಿರಾರು ಕುಟುಂಬಗಳು ಪಡಿತರ ಚೀಟಿ ಇಲ್ಲದೆ ಸರ್ಕಾರದ ಸೌಲಭ್ಯಗಳಿಂದ ವಂಚಿತರಾಗಿದ್ದಾರೆ. ಆನ್‌ಲೈನ್ ಪೋರ್ಟಲ್ ಬಂದ್ ಮಾಡಿರುವುದರಿಂದ ಅರ್ಜಿ ಸಲ್ಲಿಸಲು ಸಾಧ್ಯವಾಗುತ್ತಿಲ್ಲ. ಜೂನ್ ತಿಂಗಳಿನಿಂದ ಅರ್ಜಿ ಸಲ್ಲಿಕೆ ಸ್ಥಗಿತಗೊಂಡಿದ್ದು ಬಡವರು ಸಂಕಷ್ಟಕ್ಕೆ ಸಿಲುಕಿದ್ದಾರೆ. ಆದ್ದರಿಂದ ಸರ್ಕಾರ ಕೂಡಲೇ ಪೋರ್ಟಲ್ ಆರಂಭಿಸಿ ಅರ್ಜಿ ಸ್ವೀಕರಿಸಬೇಕು. ಆರೋಗ್ಯ ಚಿಕಿತ್ಸೆ ಹಾಗೂ ವಿವಿಧ ಯೋಜನೆಗಳಿಗೆ ಪಡಿತರ ಚೀಟಿ ಅಗತ್ಯವಾಗಿದ್ದು, ಶೀಘ್ರ ಕ್ರಮ ಕೈಗೊಳ್ಳಬೇಕು ಎಂದು ಒತ್ತಾಯಿಸಿದರು. ಸಂಘದ ಅಧ್ಯಕ್ಷರು, ಪದಾಧಿಕಾರಿಗಳು ಹಾಗೂ ಕಾರ್ಯಕರ್ತರು ಉಪಸ್ಥಿತರಿದ್ದರು. ಸರ್ಕಾರ ಈ ಬಗ್ಗೆ ಗಂಭೀರವಾಗಿ ಚಿಂತಿಸಿ ಅರ್ಹರಿಗೆ ಪಡಿತರ ಚೀಟಿ ನೀಡದಿದ್ದರೆ ಹೋರಾಟ ನಡೆಸಲಾಗುವುದು ಎಂದು ಎಚ್ಚರಿಸಿದರು.: [256, 776, 744, 844]
jnana-caption-2: ಜ್ಞಾನ ವಿಕಾಸ ಕೇಂದ್ರದ ವಾರ್ಷಿಕೋತ್ಸವ ಕಾರ್ಯಕ್ರಮ ನಡೆಯಿತು.: [120, 1141, 282, 1150]
quote-3-by: | ಶೀಲಾ ವರ್ತಕರು: [362, 1472, 413, 1482]
gandhi-text: ರಾಜ್ಯ ಸರ್ಕಾರದ ವತಿಯಿಂದ ಸಮಾಜ ಸೇವೆ ಮತ್ತು ಸಾಮಾಜಿಕ ಕ್ಷೇತ್ರದಲ್ಲಿ ಗಣನೀಯ ಸಾಧನೆ ಮಾಡಿರುವ ವ್ಯಕ್ತಿ ಅಥವಾ ಸಂಸ್ಥೆಗಳಿಗೆ ನೀಡಲಾಗುವ “ಮಹಾತ್ಮ ಗಾಂಧೀ ಸೇವಾ ಪ್ರಶಸ್ತಿ-2024” ಕ್ಕೆ ಅರ್ಜಿ ಆಹ್ವಾನಿಸಲಾಗಿದೆ. ಗಾಂಧೀಜಿಯವರ ತತ್ವಗಳನ್ನು ಸಮಾಜದಲ್ಲಿ ಪ್ರಚುರಪಡಿಸುವ ನಿಟ್ಟಿನಲ್ಲಿ ಕಾರ್ಯನಿರ್ವಹಿಸಿದವರು ಅರ್ಹರು. ಪ್ರಶಸ್ತಿಯು 25 ಲಕ್ಷ ರೂ. ನಗದು, ಪ್ರಶಸ್ತಿ ಫಲಕ ಒಳಗೊಂಡಿದೆ. ಅರ್ಜಿಗಳನ್ನು ಸೆಪ್ಟೆಂಬರ್ 19 ರ ಸಂಜೆ 5.30 ರೊಳಗಾಗಿ ನಿರ್ದೇಶಕರು, ವಾರ್ತಾ ಮತ್ತು ಸಾರ್ವಜನಿಕ ಸಂಪರ್ಕ ಇಲಾಖೆ, ವಾರ್ತಾ ಸೌಧ, ನಂ. 17, ಭಗವಾನ್ ಮಹಾವೀರ ರಸ್ತೆ, ಬೆಂಗಳೂರು-560 001 ಇವರಿಗೆ ಸಲ್ಲಿಸಬಹುದು.: [756, 808, 940, 922]
habbada-photo: [152, 1208, 460, 1368]
quote-3-text: ಇದು ಉತ್ತಮವಾದ ಕ್ರಮವಾಗಿದ್ದು, ವ್ಯಾಪಾರಸ್ಥರಿಗೂ ಗ್ರಾಹಕರಿಗೂ ಸಂತಸ ತಂದಿದೆ.: [280, 1448, 453, 1469]
rule-before-paditara: [252, 732, 750, 734]
quote-1-text: ಬದಲಿ ವ್ಯವಸ್ಥೆಯಿಂದ ಜನಸಂದಣಿ ಕಡಿಮೆಯಾಗಿದೆ. ಇದು ಉತ್ತಮ ಬೆಳವಣಿಗೆ.: [172, 1376, 249, 1408]
pratibha-body: [406, 944, 602, 1158]
jnana-headline: ಜ್ಞಾನ ವಿಕಾಸ ಕೇಂದ್ರ ವಾರ್ಷಿಕೋತ್ಸವ: [8, 908, 297, 937]
distributors-photo-image: [6, 780, 246, 902]
